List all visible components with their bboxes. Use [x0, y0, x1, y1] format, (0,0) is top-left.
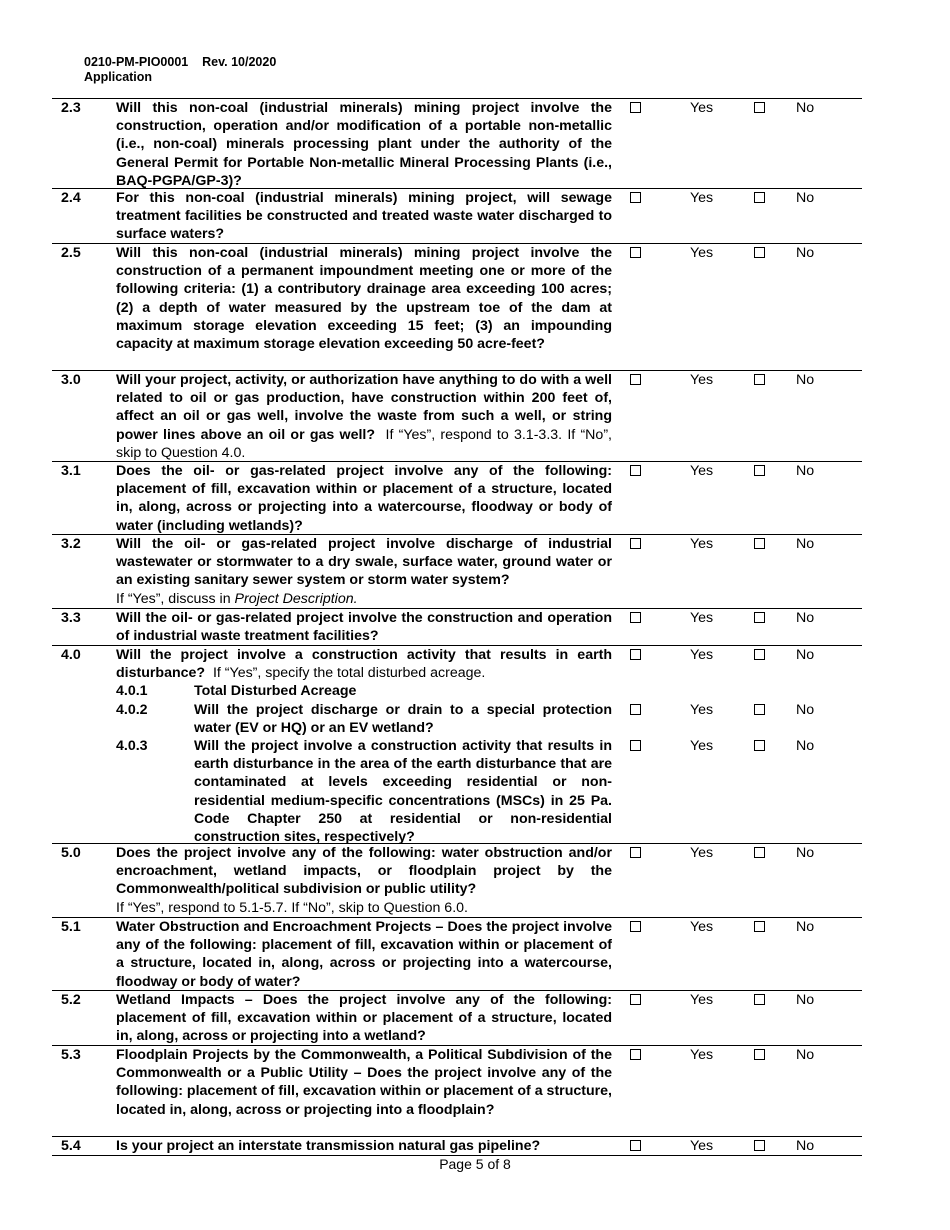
- form-title: Application: [84, 70, 153, 84]
- question-row-3-2: [52, 534, 862, 608]
- no-checkbox[interactable]: [754, 192, 765, 203]
- answer-group: [630, 1137, 862, 1155]
- question-text-main: Does the project involve any of the following: water obstruction and/or encroachment, wetland impacts, or floodplain project by the Commonwealth/political subdivision or public utility?: [116, 845, 612, 898]
- question-row-3-0: [52, 370, 862, 461]
- no-label: No: [796, 610, 815, 626]
- question-row-3-3: [52, 608, 862, 645]
- question-text: [116, 844, 612, 917]
- yes-label: Yes: [690, 190, 714, 206]
- answer-group: [630, 646, 862, 664]
- question-row-2-3: [52, 98, 862, 188]
- no-label: No: [796, 1138, 815, 1154]
- yes-checkbox[interactable]: [630, 374, 641, 385]
- question-number: 4.0: [61, 647, 81, 663]
- yes-checkbox[interactable]: [630, 247, 641, 258]
- yes-label: Yes: [690, 647, 714, 663]
- yes-label: Yes: [690, 1047, 714, 1063]
- sub-question-4-0-3: [52, 737, 862, 846]
- answer-group: [630, 918, 862, 936]
- no-checkbox[interactable]: [754, 740, 765, 751]
- answer-group: [630, 462, 862, 480]
- no-label: No: [796, 647, 815, 663]
- sub-question-number: 4.0.2: [116, 701, 148, 718]
- yes-checkbox[interactable]: [630, 994, 641, 1005]
- yes-checkbox[interactable]: [630, 102, 641, 113]
- yes-label: Yes: [690, 1138, 714, 1154]
- question-text-main: Will the oil- or gas-related project involve discharge of industrial wastewater or stormwater to a dry swale, surface water, ground water or an existing sanitary sewer system or storm water system?: [116, 536, 612, 589]
- question-text: Will the oil- or gas-related project involve the construction and operation of industrial waste treatment facilities?: [116, 610, 612, 645]
- no-checkbox[interactable]: [754, 247, 765, 258]
- no-label: No: [796, 536, 815, 552]
- question-text: Floodplain Projects by the Commonwealth, a Political Subdivision of the Commonwealth or a Public Utility – Does the project involve any of the following: placement of fill, excavation within or placement of a structure, located in, along, across or projecting into a floodplain?: [116, 1047, 612, 1118]
- yes-checkbox[interactable]: [630, 740, 641, 751]
- question-number: 3.1: [61, 463, 81, 479]
- question-row-2-5: [52, 243, 862, 370]
- yes-checkbox[interactable]: [630, 538, 641, 549]
- question-number: 5.0: [61, 845, 81, 861]
- answer-group: [630, 535, 862, 553]
- answer-group: [630, 1046, 862, 1064]
- question-number: 3.3: [61, 610, 81, 626]
- yes-checkbox[interactable]: [630, 1140, 641, 1151]
- question-note-line: [116, 590, 612, 608]
- sub-question-text: Will the project discharge or drain to a special protection water (EV or HQ) or an EV wetland?: [194, 701, 612, 736]
- question-number: 5.3: [61, 1047, 81, 1063]
- no-checkbox[interactable]: [754, 649, 765, 660]
- question-number: 5.4: [61, 1138, 81, 1154]
- no-checkbox[interactable]: [754, 102, 765, 113]
- form-id: 0210-PM-PIO0001: [84, 55, 189, 69]
- question-row-5-4: [52, 1136, 862, 1156]
- no-label: No: [796, 245, 815, 261]
- answer-group: [630, 737, 862, 755]
- question-row-5-3: [52, 1045, 862, 1136]
- no-checkbox[interactable]: [754, 704, 765, 715]
- question-note: If “Yes”, specify the total disturbed acreage.: [212, 665, 486, 682]
- question-number: 2.3: [61, 100, 81, 116]
- yes-checkbox[interactable]: [630, 1049, 641, 1060]
- no-label: No: [796, 372, 815, 388]
- no-checkbox[interactable]: [754, 538, 765, 549]
- question-note: If “Yes”, discuss in: [116, 590, 235, 607]
- sub-question-number: 4.0.3: [116, 738, 148, 755]
- question-text-main: Will the project involve a construction activity that results in earth disturbance?: [116, 647, 612, 682]
- revision: Rev. 10/2020: [202, 55, 277, 69]
- yes-checkbox[interactable]: [630, 704, 641, 715]
- answer-group: [630, 609, 862, 627]
- yes-checkbox[interactable]: [630, 921, 641, 932]
- question-table: [52, 98, 862, 1156]
- no-label: No: [796, 100, 815, 116]
- yes-label: Yes: [690, 245, 714, 261]
- yes-label: Yes: [690, 919, 714, 935]
- question-text: Wetland Impacts – Does the project involve any of the following: placement of fill, excavation within or placement of a structure, located in, along, across or projecting into a wetland?: [116, 992, 612, 1045]
- answer-group: [630, 99, 862, 117]
- no-checkbox[interactable]: [754, 921, 765, 932]
- no-checkbox[interactable]: [754, 374, 765, 385]
- question-row-3-1: [52, 461, 862, 534]
- yes-checkbox[interactable]: [630, 847, 641, 858]
- question-text: For this non-coal (industrial minerals) mining project, will sewage treatment facilities be constructed and treated waste water discharged to surface waters?: [116, 190, 612, 243]
- sub-question-4-0-1: [116, 682, 612, 700]
- yes-label: Yes: [690, 463, 714, 479]
- answer-group: [630, 244, 862, 262]
- question-text: Is your project an interstate transmission natural gas pipeline?: [116, 1138, 541, 1154]
- answer-group: [630, 189, 862, 207]
- sub-question-text: Total Disturbed Acreage: [194, 683, 357, 700]
- question-text: [116, 646, 612, 682]
- yes-label: Yes: [690, 372, 714, 388]
- yes-checkbox[interactable]: [630, 612, 641, 623]
- yes-label: Yes: [690, 992, 714, 1008]
- answer-group: [630, 844, 862, 862]
- question-text-main: Will your project, activity, or authorization have anything to do with a well related to oil or gas production, have construction within 200 feet of, affect an oil or gas well, involve the waste from such a well, or string power lines above an oil or gas well?: [116, 372, 612, 443]
- question-number: 3.2: [61, 536, 81, 552]
- no-label: No: [796, 190, 815, 206]
- answer-group: [630, 991, 862, 1009]
- sub-question-4-0-2: [52, 701, 862, 737]
- question-text: [116, 371, 612, 462]
- question-note: If “Yes”, respond to 5.1-5.7. If “No”, skip to Question 6.0.: [116, 899, 468, 916]
- question-text: Will this non-coal (industrial minerals) mining project involve the construction, operation and/or modification of a portable non-metallic (i.e., non-coal) minerals processing plant under the authority of the General Permit for Portable Non-metallic Mineral Processing Plants (i.e., BAQ-PGPA/GP-3)?: [116, 100, 612, 189]
- question-text: Water Obstruction and Encroachment Projects – Does the project involve any of the following: placement of fill, excavation within or placement of a structure, located in, along, across or projecting into a watercourse, floodway or body of water?: [116, 919, 612, 990]
- yes-label: Yes: [690, 536, 714, 552]
- question-row-5-1: [52, 917, 862, 990]
- answer-group: [630, 701, 862, 719]
- question-row-2-4: [52, 188, 862, 243]
- question-row-5-2: [52, 990, 862, 1045]
- question-note: If “Yes”, respond to 3.1-3.3. If “No”, skip to Question 4.0.: [116, 426, 612, 461]
- yes-checkbox[interactable]: [630, 649, 641, 660]
- no-checkbox[interactable]: [754, 847, 765, 858]
- answer-group: [630, 371, 862, 389]
- yes-checkbox[interactable]: [630, 465, 641, 476]
- question-number: 2.5: [61, 245, 81, 261]
- no-checkbox[interactable]: [754, 1049, 765, 1060]
- yes-label: Yes: [690, 610, 714, 626]
- no-checkbox[interactable]: [754, 465, 765, 476]
- no-label: No: [796, 1047, 815, 1063]
- document-header: [84, 55, 276, 85]
- question-text: Does the oil- or gas-related project involve any of the following: placement of fill, excavation within or placement of a structure, located in, along, across or projecting into a watercourse, floodway or body of water (including wetlands)?: [116, 463, 612, 534]
- question-number: 3.0: [61, 372, 81, 388]
- question-number: 5.1: [61, 919, 81, 935]
- question-number: 2.4: [61, 190, 81, 206]
- yes-label: Yes: [690, 701, 714, 718]
- no-checkbox[interactable]: [754, 612, 765, 623]
- page-number: Page 5 of 8: [439, 1156, 511, 1172]
- sub-question-number: 4.0.1: [116, 683, 148, 700]
- question-text: [116, 535, 612, 608]
- yes-checkbox[interactable]: [630, 192, 641, 203]
- no-checkbox[interactable]: [754, 1140, 765, 1151]
- sub-question-text: Will the project involve a construction activity that results in earth disturbance in the area of the earth disturbance that are contaminated at levels exceeding residential or non-residential medium-specific concentrations (MSCs) in 25 Pa. Code Chapter 250 at residential or non-residential construction sites, respectively?: [194, 738, 612, 846]
- question-note-emphasis: Project Description.: [234, 590, 358, 607]
- no-label: No: [796, 738, 815, 755]
- yes-label: Yes: [690, 100, 714, 116]
- no-label: No: [796, 919, 815, 935]
- no-label: No: [796, 463, 815, 479]
- yes-label: Yes: [690, 738, 714, 755]
- yes-label: Yes: [690, 845, 714, 861]
- no-label: No: [796, 701, 815, 718]
- question-row-5-0: [52, 843, 862, 917]
- no-label: No: [796, 992, 815, 1008]
- no-checkbox[interactable]: [754, 994, 765, 1005]
- question-text: Will this non-coal (industrial minerals) mining project involve the construction of a permanent impoundment meeting one or more of the following criteria: (1) a contributory drainage area exceeding 100 acres; (2) a depth of water measured by the upstream toe of the dam at maximum storage elevation exceeding 15 feet; (3) an impounding capacity at maximum storage elevation exceeding 50 acre-feet?: [116, 245, 612, 353]
- question-number: 5.2: [61, 992, 81, 1008]
- no-label: No: [796, 845, 815, 861]
- question-row-4-0: [52, 645, 862, 846]
